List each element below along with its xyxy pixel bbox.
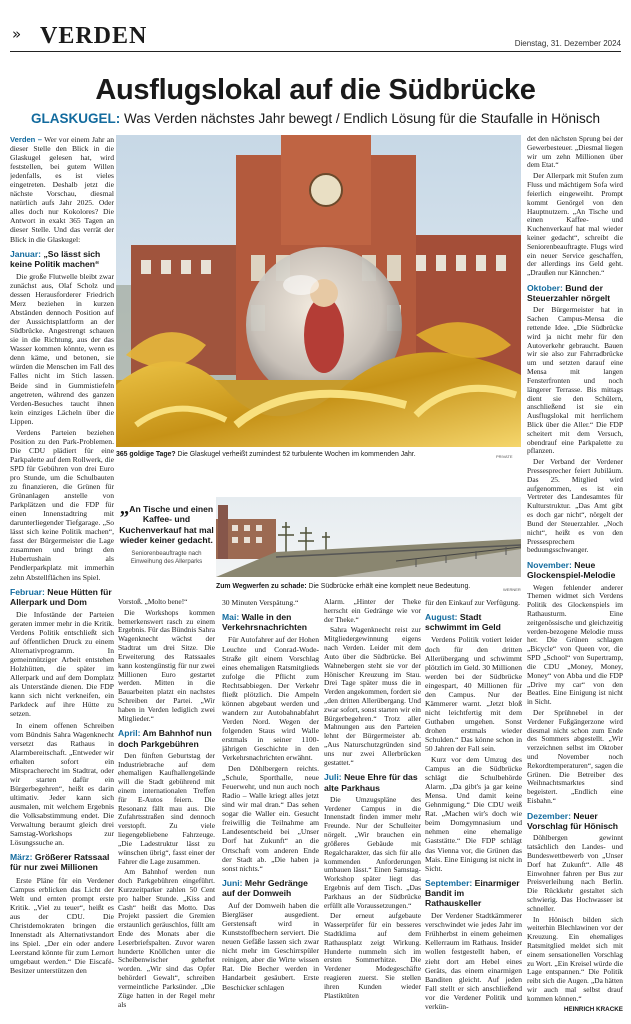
photo2-credit: WERNER bbox=[503, 587, 521, 592]
subheading: März: Größerer Ratssaal für nur zwei Millionen bbox=[10, 852, 110, 873]
quote-source: Seniorenbeauftragte nach Einweihung des Allerparks bbox=[130, 550, 203, 565]
photo1-credit: PRIVATE bbox=[496, 454, 513, 459]
subheading: November: Neue Glockenspiel-Melodie bbox=[527, 560, 616, 581]
lead-paragraph: Verden – Wer vor einem Jahr an dieser Stelle den Blick in die Glaskugel gelesen hat, wird feststellen, bei gutem Willen jedenfalls, es ist vieles eingetreten. Deshalb jetzt die nächste Vorschau, diesmal natürlich aufs Jahr 2025. Oder alles doch nur Kokolores? Die Antwort in exakt 365 Tagen an dieser Stelle. Und das verrät der Blick in die Glaskugel: bbox=[10, 135, 114, 244]
paragraph: Kurz vor dem Umzug des Campus an die Südbrücke schlägt die Schulbehörde Alarm. „Da gibt's ja gar keine Mensa. Und damit keine Gehnmigung.“ Die CDU weiß Rat. „Machen wir's doch wie beim Domgymnasium und nehmen eine ehemalige Gaststätte.“ Die FDP schlägt das Vienna vor, die Grünen das Mais. Eine Einigung ist nicht in Sicht. bbox=[425, 755, 522, 873]
subheading: Januar: „So lässt sich keine Politik machen“ bbox=[10, 248, 101, 269]
subheading: Mai: Walle in den Verkehrsnachrichten bbox=[222, 612, 308, 633]
paragraph: Am Bahnhof werden nun doch Parkgebühren eingeführt. Kurzzeitparker zahlen 50 Cent pro halber Stunde. „Kiss and Cash“ heißt das Motto. Das Projekt passiert die Gremien erstaunlich geräuschlos, füllt am Ende des Monats aber die Leserbriefspalten. Zuvor waren hunderte Knöllchen unter die Scheibenwischer geheftet worden. „Wir sind das Opfer behörderl Gewalt“, schreiben vermeintliche Parksünder. „Die Züge hatten in der Regel mehr als bbox=[118, 867, 215, 1009]
paragraph: Die Workshops kommen bemerkenswert rasch zu einem Ergebnis. Für das Bündnis Sahra Wagenknecht wächst der Stadtrat um drei Sitze. Die Erweiterung des Ratssaales kann kostengünstig für nur zwei Millionen Euro gestartet werden. Mitten in die Bauarbeiten platzt ein nachstes Schreiben der Partei. „Wir haben in Verden lediglich zwei Mitglieder.“ bbox=[118, 607, 215, 723]
subheading: April: Am Bahnhof nun doch Parkgebühren bbox=[118, 728, 212, 749]
paragraph: Den Döhlbergern reichts. „Schule, Sporthalle, neue Feuerwehr, und nun auch noch Radio – Walle kriegt alles jetzt sind wir mal dran.“ Das sehen sogar die Waller ein. Gesucht freiwillig die Teilnahme am Landesentscheid bei „Unser Dorf hat Zukunft“ an die Ortschaft vom anderen Ende der Stadt ab. „Die haben ja sonst nichts.“ bbox=[222, 764, 319, 873]
headline: Ausflugslokal auf die Südbrücke bbox=[95, 74, 536, 106]
quote-mark: „ bbox=[119, 498, 130, 519]
paragraph: In einem offenen Schreiben vom Bündnis Sahra Wagenknecht versetzt das Rathaus in Alarmbereitschaft. „Entweder wir erhalten sofort ein Mitspracherecht im Stadtrat, oder wir starten dafür ein Bürgerbegehren“, heißt es darin ultimativ. Jeder kann sich ausmalen, mit welchem Ergebnis die Volksabstimmung endet. Die Verwaltung beraumt gleich drei Samstag-Workshops zur Lösungssuche an. bbox=[10, 720, 114, 848]
subheading: September: Einarmiger Bandit im Rathauskeller bbox=[425, 877, 520, 909]
subheading: Februar: Neue Hütten für Allerpark und Dom bbox=[10, 586, 112, 607]
subheadline-text: Was Verden nächstes Jahr bewegt / Endlich Lösung für die Staufalle in Hönisch bbox=[123, 111, 601, 126]
paragraph: Erste Pläne für ein Verdener Campus erblicken das Licht der Welt und ernten prompt erste Kritik. „Viel zu teuer“, heißt es aus der CDU. Die Christdemokraten bringen die Innenstadt als Alternativstandort ins Spiel. „Der ein oder andere Leerstand könnte für zum Lernort umgebaut werden.“ Die Eiscafé-Besitzer unterstützen den bbox=[10, 875, 114, 976]
paragraph: Der Verband der Verdener Pressesprecher feiert Jubiläum. Das 25. Mitglied wird aufgenommen, es ist ein Vertreter des Landesamtes für Kulturstruktur. „Das Amt gibt es doch gar nicht“, nörgelt der Bund der Steuerzahler. „Noch nicht“, heißt es von den Pressesprechern beduungsschwanger. bbox=[527, 457, 623, 555]
paragraph: Döhlbergen gewinnt tatsächlich den Landes- und Bundeswettbewerb von „Unser Dorf hat Zukunft“. Alle 48 Einwohner fahren per Bus zur Preisverleihung nach Berlin. Die Rückkehr gestaltet sich schwierig. Das Hochwasser ist schneller. bbox=[527, 833, 623, 913]
paragraph: Die Infostände der Parteien geraten immer mehr in die Kritik. Verdens Politik entschließt sich auf öffentlichen Druck zu einem Alternativprogramm. In gemeinnütziger Arbeit entstehen Holzhütten, die später im Allerpark und auf dem Domplatz als Unterstände dienen. Die FDP kann sich nicht verkneifen, ein Parkdeck auf ihre Hütte zu setzen. bbox=[10, 609, 114, 719]
column-3 bbox=[222, 598, 319, 1016]
column-4 bbox=[324, 598, 421, 1016]
paragraph: Wegen fehlender anderer Themen widmet sich Verdens Politik des Glockenspiels im Rathausturm. Eine zeitgenössische und gleichzeitig verden-bezogene Melodie muss her. Die Grünen schlagen „Bicycle“ von Queen vor, die SPD „School“ von Supertramp, die CDU „Money, Money, Money“ von Abba und die FDP „Drive my car“ von den Beatles. Eine Einigung ist nicht in Sicht. bbox=[527, 582, 623, 707]
paragraph: Für Autofahrer auf der Hohen Leuchte und Conrad-Wode-Straße gilt einem Vorschlag eines ehemaligen Ratsmitglieds zufolge die Pflicht zum Rechtsabbiegen. Der Verkehr fließt plötzlich. Die Ampeln können abgebaut werden und wandern zur Autobahnabfahrt Verden Nord. Wegen der folgenden Staus wird Walle erstmals in seiner 1100-jährigen Geschichte in den Verkehrsnachrichten erwähnt. bbox=[222, 635, 319, 763]
paragraph: Verdens Politik votiert leider doch für den dritten Allerübergang und schwimmt plötzlich im Geld. 30 Millionen werden bei der Südbrücke eingespart, 40 Millionen für den Campus. Nur der Kämmerer warnt. „Jetzt bloß nicht leichtfertig mit dem Guthaben umgehen. Sonst drohen erstmals wieder Schulden.“ Das könne schon in 50 Jahren der Fall sein. bbox=[425, 635, 522, 754]
paragraph: Der Sprühnebel in der Verdener Fußgängerzone wird diesmal nicht schon zum Ende des Sommers abgestellt. „Wir verzeichnen selbst im Oktober und November noch Rekordtemperaturen“, sagen die Grünen. Die Betreiber des Weihnachtsmarktes sind begeistert. „Endlich eine Eisbahn.“ bbox=[527, 707, 623, 806]
author-byline: HEINRICH KRACKE bbox=[563, 1005, 623, 1013]
column-6 bbox=[527, 135, 623, 1016]
paragraph: In Hönisch bilden sich weiterhin Blechlawinen vor der Kreuzung. Ein ehemaliges Ratsmitglied meldet sich mit einem sensationellen Vorschlag zu Wort. „Ein Kreisel würde die Lage entspannen.“ Die Politik reibt sich die Augen. „Da hätten wir auch mal selbst drauf kommen können.“ bbox=[527, 914, 623, 1003]
paragraph: Den fünften Geburtstag der Industriebrache auf dem ehemaligen Kaufhallengelände will die Stadt gebührend mit einem internationalen Treffen für E-Autos feiern. Die Resonanz fällt mau aus. Die Zufahrtsstraßen sind dennoch verstopft. Zu viele liegengebliebene Fahrzeuge. „Die Ladestruktur lässt zu wünschen übrig“, fasst einer der Fahrer die Lage zusammen. bbox=[118, 750, 215, 866]
subheading: August: Stadt schwimmt im Geld bbox=[425, 612, 501, 633]
glass-ball-photo bbox=[116, 135, 521, 447]
paragraph: Vorstoß. „Molto bene!“ bbox=[118, 598, 188, 606]
subheadline bbox=[0, 112, 631, 126]
column-2 bbox=[118, 598, 215, 1016]
photo2-caption: Zum Wegwerfen zu schade: Die Südbrücke erhält eine komplett neue Bedeutung. bbox=[216, 583, 471, 590]
paragraph: Alarm. „Hinter der Theke herrscht ein Gedränge wie vor der Theke.“ bbox=[324, 598, 421, 624]
paragraph: Der Allerpark mit Stufen zum Fluss und mächtigem Sofa wird feierlich eingeweiht. Prompt kommt Genörgel von den Hauptnutzern. „An Tische und einen Kaffee- und Kuchenverkauf hat mal wieder keiner gedacht“, schreibt die Seniorenbeauftragte. Flugs wird ein neuer Service geschaffen, der allerdings ins Geld geht. „Draußen nur Kännchen.“ bbox=[527, 171, 623, 278]
paragraph: Der erneut aufgebaute Wasserprüfer für ein besseres Stadtklima auf dem Rathausplatz zeigt Wirkung. Hunderte nummeln sich im ersten Sommerhitze. Die Verdener Modegeschäfte reagieren zuerst. Sie stellen ihren Kunden wieder Plastiktüten bbox=[324, 911, 421, 1000]
issue-date: Dienstag, 31. Dezember 2024 bbox=[514, 39, 621, 48]
subheading: Juli: Neue Ehre für das alte Parkhaus bbox=[324, 772, 418, 793]
paragraph: Der Bürgermeister hat in Sachen Campus-Mensa die rettende Idee. „Die Südbrücke wird ja nicht mehr für den Autoverkehr gebraucht. Bauen wir sie also zur Fahrradbrücke um und setzten darauf eine Mensa mit langen Fensterfronten und noch längerer Terrasse. Bis mittags dient sie den Schülern, anschließend ist sie ein Ausflugslokal mit herrlichem Blick über die Aller.“ Die FDP scheitert mit dem Versuch, obendrauf eine Parkpalette zu pflanzen. bbox=[527, 305, 623, 456]
photo1-caption: 365 goldige Tage? Die Glaskugel verheißt zumindest 52 turbulente Wochen im kommenden Jahr. bbox=[116, 451, 416, 458]
column-1 bbox=[10, 135, 114, 1015]
bridge-photo bbox=[216, 497, 521, 577]
paragraph: Die große Flutwelle bleibt zwar zunächst aus, Olaf Scholz und dessen Herausforderer Friedrich Merz beziehen in kurzen Abständen dennoch Position auf der Aussichtsplattform an der Südbrücke. Angestrengt schauen sie in die Richtung, aus der das Wasser kommen könnte, wenn es denn käme, und betonen, sie würden die Menschen im Fall des Falles nicht im Stich lassen. Beide sind in Gummistiefeln angetreten, während des ganzen Verden-Besuches taucht ihnen kein einziges Lächeln über die Lippen. bbox=[10, 271, 114, 426]
paragraph: Die Umzugspläne des Verdener Campus in die Innenstadt finden immer mehr Freunde. Nur der Schulleiter nörgelt. „Wir brauchen ein größeres Gebäude mit Regalcharakter, das sich für alle kommenden Anforderungen umbauen lässt.“ Einen Samstag-Workshop später liegt das Ergebnis auf dem Tisch. „Das Parkhaus an der Südbrücke erfüllt alle Voraussetzungen.“ bbox=[324, 794, 421, 910]
kicker: GLASKUGEL: bbox=[30, 111, 121, 126]
section-title: VERDEN bbox=[40, 23, 148, 49]
paragraph: Auf der Domweih haben die Biergläser ausgedient. Gerstensaft wird in Kunststoffbechern serviert. Die neuen Gefäße lassen sich zwar nicht mehr im Geschirrspüler reinigen, aber die Wirte wissen Rat. Die Becher werden in Handarbeit gesäubert. Erste Beschicker schlagen bbox=[222, 901, 319, 992]
subheading: Juni: Mehr Gedränge auf der Domweih bbox=[222, 877, 308, 898]
chevron-right-icon: » bbox=[12, 25, 22, 43]
quote-text: An Tische und einen Kaffee- und Kuchenverkauf hat mal wieder keiner gedacht. bbox=[119, 504, 214, 545]
pull-quote bbox=[118, 498, 215, 565]
paragraph: Verdens Parteien beziehen Position zu den Park-Problemen. Die CDU plädiert für eine Parkpalette auf dem Rollwerk, die SPD für Gebühren von drei Euro pro Stunde, um die Schulbauten zu finanzieren, die Grünen für Grünanlagen anstelle von Parkplätzen und die FDP für einen Innenstadtring mit darunterliegender Tiefgarage. „So lässt sich keine Politik machen“, fasst der Bürgermeister die Lage zusammen und bringt den Hubertushain als Pendlerparkplatz mit immerhin zehn Abstellflächen ins Spiel. bbox=[10, 427, 114, 582]
subheading: Dezember: Neuer Vorschlag für Hönisch bbox=[527, 810, 619, 832]
paragraph: Der Verdener Stadtkämmerer verschwindet wie jedes Jahr im Frühherbst in einem geheimen Kellerraum im Rathaus. Insider wollen festgestellt haben, er zieht dort am Hebel eines Geräts, das einem einarmigen Banditen gleicht. Auf jeden Fall stellt er sich anschließend vor die Verdener Politik und verkün- bbox=[425, 911, 522, 1011]
column-5 bbox=[425, 598, 522, 1016]
subheading: Oktober: Bund der Steuerzahler nörgelt bbox=[527, 283, 611, 304]
paragraph: Sahra Wagenknecht reist zur Mitgliedergewinnung eigens nach Verden. Leider mit dem Auto über die Südbrücke. Bei Wahnebergen steht sie vor der Hönischer Kreuzung im Stau. Drei Tage später muss die in Verden angekommen, fordert sie „den dritten Allerübergang. Und zwar sofort, sonst starten wir ein Bürgerbegehren.“ Trotz aller Mahnungen aus den Parteien lehnt der Bürgermeister ab. „Aus Naturschutzgründen sind uns nur zwei Allerbrücken gestattet.“ bbox=[324, 625, 421, 767]
paragraph: für den Einkauf zur Verfügung. bbox=[425, 598, 520, 607]
header-rule bbox=[10, 51, 621, 52]
paragraph: det den nächsten Sprung bei der Gewerbesteuer. „Diesmal liegen wir um zehn Millionen über dem Etat.“ bbox=[527, 135, 623, 170]
paragraph: 30 Minuten Verspätung.“ bbox=[222, 598, 299, 607]
